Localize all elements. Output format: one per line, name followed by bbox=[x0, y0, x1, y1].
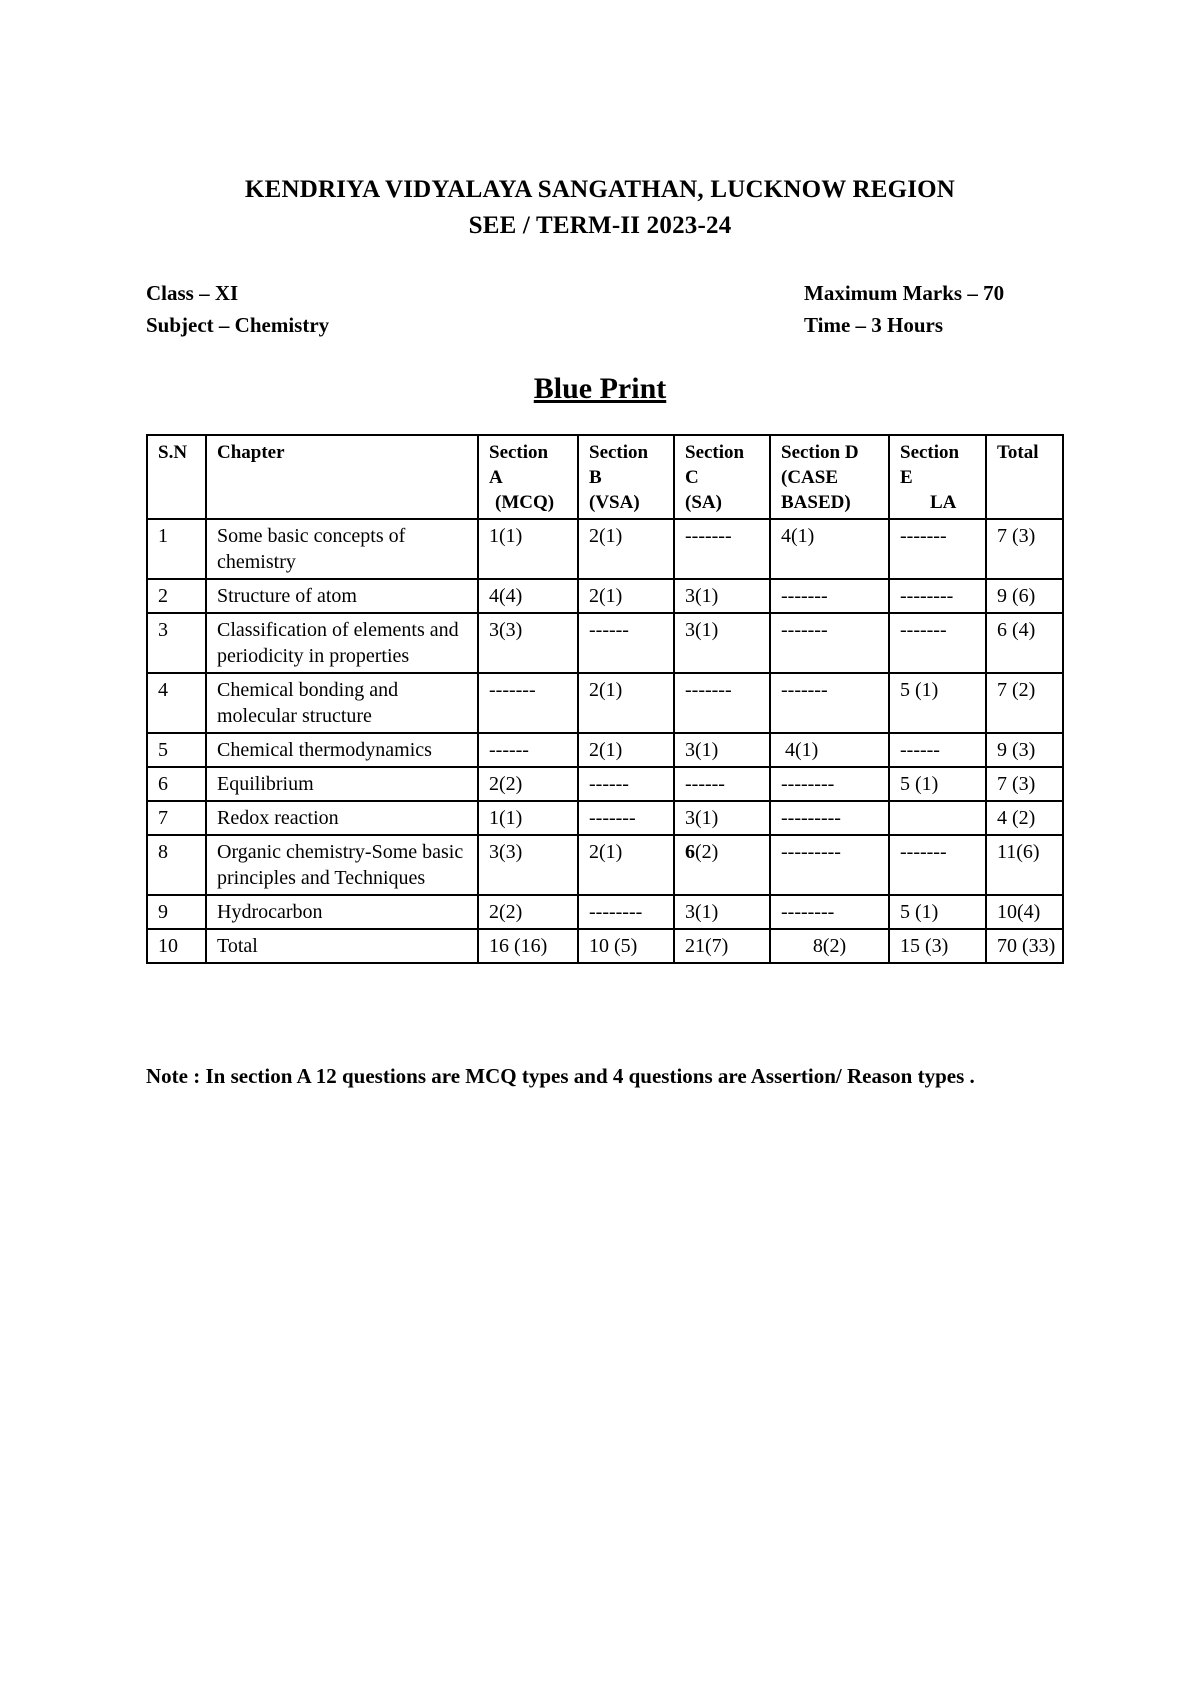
cell-section-d: --------- bbox=[770, 835, 889, 895]
cell-section-a: 3(3) bbox=[478, 613, 578, 673]
table-row bbox=[147, 895, 1063, 929]
cell-section-c bbox=[674, 835, 770, 895]
cell-section-d: --------- bbox=[770, 801, 889, 835]
cell-section-c: ------- bbox=[674, 519, 770, 579]
class-label: Class – XI bbox=[146, 281, 239, 305]
cell-chapter: Structure of atom bbox=[206, 579, 478, 613]
cell-section-b: 2(1) bbox=[578, 519, 674, 579]
header-section-e bbox=[889, 435, 986, 519]
header-text: Section bbox=[489, 442, 549, 463]
cell-total: 7 (3) bbox=[986, 519, 1063, 579]
cell-chapter: Redox reaction bbox=[206, 801, 478, 835]
cell-total: 7 (3) bbox=[986, 767, 1063, 801]
cell-sn: 5 bbox=[147, 733, 206, 767]
blue-print-table bbox=[146, 434, 1064, 964]
cell-section-b: -------- bbox=[578, 895, 674, 929]
cell-sn: 7 bbox=[147, 801, 206, 835]
cell-section-b: 2(1) bbox=[578, 835, 674, 895]
header-section-a bbox=[478, 435, 578, 519]
header-section-b bbox=[578, 435, 674, 519]
header-text: (SA) bbox=[685, 492, 722, 513]
cell-chapter: Chemical thermodynamics bbox=[206, 733, 478, 767]
cell-section-b: 2(1) bbox=[578, 579, 674, 613]
cell-section-e: -------- bbox=[889, 579, 986, 613]
table-row bbox=[147, 733, 1063, 767]
cell-chapter: Chemical bonding and molecular structure bbox=[206, 673, 478, 733]
cell-section-e: 15 (3) bbox=[889, 929, 986, 963]
table-row bbox=[147, 801, 1063, 835]
cell-section-e: 5 (1) bbox=[889, 767, 986, 801]
cell-total: 9 (3) bbox=[986, 733, 1063, 767]
cell-section-d: -------- bbox=[770, 767, 889, 801]
cell-section-d: 4(1) bbox=[770, 519, 889, 579]
table-row bbox=[147, 519, 1063, 579]
cell-section-b: ------- bbox=[578, 801, 674, 835]
cell-section-a: 4(4) bbox=[478, 579, 578, 613]
header-text: LA bbox=[930, 492, 957, 513]
cell-total: 11(6) bbox=[986, 835, 1063, 895]
cell-sn: 6 bbox=[147, 767, 206, 801]
cell-section-a: 16 (16) bbox=[478, 929, 578, 963]
cell-section-a: ------- bbox=[478, 673, 578, 733]
cell-chapter: Equilibrium bbox=[206, 767, 478, 801]
cell-total: 4 (2) bbox=[986, 801, 1063, 835]
time-label: Time – 3 Hours bbox=[804, 313, 944, 337]
cell-total: 7 (2) bbox=[986, 673, 1063, 733]
note-text: Note : In section A 12 questions are MCQ types and 4 questions are Assertion/ Reason types . bbox=[146, 1064, 975, 1088]
table-row bbox=[147, 613, 1063, 673]
cell-section-a: 2(2) bbox=[478, 895, 578, 929]
cell-section-c: 21(7) bbox=[674, 929, 770, 963]
table-row bbox=[147, 673, 1063, 733]
cell-section-b: 2(1) bbox=[578, 733, 674, 767]
cell-section-d: ------- bbox=[770, 673, 889, 733]
cell-section-c: 3(1) bbox=[674, 613, 770, 673]
cell-section-b: ------ bbox=[578, 613, 674, 673]
cell-chapter: Organic chemistry-Some basic principles and Techniques bbox=[206, 835, 478, 895]
cell-section-c: ------ bbox=[674, 767, 770, 801]
header-text: BASED) bbox=[781, 492, 851, 513]
cell-section-e: ------- bbox=[889, 613, 986, 673]
cell-sn: 2 bbox=[147, 579, 206, 613]
cell-sn: 10 bbox=[147, 929, 206, 963]
table-header-row bbox=[147, 435, 1063, 519]
header-text: C bbox=[685, 467, 699, 488]
cell-chapter: Some basic concepts of chemistry bbox=[206, 519, 478, 579]
cell-section-a: ------ bbox=[478, 733, 578, 767]
cell-section-e: ------- bbox=[889, 519, 986, 579]
header-sn: S.N bbox=[147, 435, 206, 519]
header-section-d bbox=[770, 435, 889, 519]
cell-total: 9 (6) bbox=[986, 579, 1063, 613]
cell-section-e: ------ bbox=[889, 733, 986, 767]
cell-total: 70 (33) bbox=[986, 929, 1063, 963]
cell-section-c: 3(1) bbox=[674, 895, 770, 929]
cell-section-d: -------- bbox=[770, 895, 889, 929]
cell-total: 10(4) bbox=[986, 895, 1063, 929]
cell-section-b: 10 (5) bbox=[578, 929, 674, 963]
table-total-row bbox=[147, 929, 1063, 963]
header-text: A bbox=[489, 467, 503, 488]
cell-section-c: 3(1) bbox=[674, 733, 770, 767]
header-text: (CASE bbox=[781, 467, 839, 488]
cell-section-a: 1(1) bbox=[478, 519, 578, 579]
cell-chapter: Hydrocarbon bbox=[206, 895, 478, 929]
cell-section-d: ------- bbox=[770, 579, 889, 613]
cell-section-d: 4(1) bbox=[770, 733, 889, 767]
cell-bold-part: 6 bbox=[685, 841, 695, 863]
header-total: Total bbox=[986, 435, 1063, 519]
exam-title: SEE / TERM-II 2023-24 bbox=[468, 212, 732, 239]
header-text: B bbox=[589, 467, 602, 488]
cell-section-d: ------- bbox=[770, 613, 889, 673]
cell-section-e bbox=[889, 801, 986, 835]
cell-sn: 9 bbox=[147, 895, 206, 929]
cell-chapter: Total bbox=[206, 929, 478, 963]
header-text: E bbox=[900, 467, 913, 488]
table-row bbox=[147, 767, 1063, 801]
header-text: Section D bbox=[781, 442, 859, 463]
cell-section-e: 5 (1) bbox=[889, 895, 986, 929]
cell-section-a: 1(1) bbox=[478, 801, 578, 835]
blue-print-heading: Blue Print bbox=[533, 372, 667, 405]
header-text: Section bbox=[589, 442, 649, 463]
cell-section-b: ------ bbox=[578, 767, 674, 801]
cell-sn: 4 bbox=[147, 673, 206, 733]
cell-sn: 1 bbox=[147, 519, 206, 579]
cell-sn: 3 bbox=[147, 613, 206, 673]
organization-title: KENDRIYA VIDYALAYA SANGATHAN, LUCKNOW REGION bbox=[244, 176, 956, 203]
table-row bbox=[147, 835, 1063, 895]
cell-section-a: 2(2) bbox=[478, 767, 578, 801]
header-chapter: Chapter bbox=[206, 435, 478, 519]
cell-section-b: 2(1) bbox=[578, 673, 674, 733]
cell-total: 6 (4) bbox=[986, 613, 1063, 673]
table-row bbox=[147, 579, 1063, 613]
cell-section-c: ------- bbox=[674, 673, 770, 733]
cell-section-c: 3(1) bbox=[674, 579, 770, 613]
cell-sn: 8 bbox=[147, 835, 206, 895]
subject-label: Subject – Chemistry bbox=[146, 313, 330, 337]
cell-section-a: 3(3) bbox=[478, 835, 578, 895]
header-text: (MCQ) bbox=[495, 492, 555, 513]
cell-section-c: 3(1) bbox=[674, 801, 770, 835]
cell-section-d: 8(2) bbox=[770, 929, 889, 963]
cell-section-e: 5 (1) bbox=[889, 673, 986, 733]
cell-chapter: Classification of elements and periodicity in properties bbox=[206, 613, 478, 673]
max-marks-label: Maximum Marks – 70 bbox=[804, 281, 1005, 305]
header-text: Section bbox=[900, 442, 960, 463]
cell-rest-part: (2) bbox=[695, 841, 719, 863]
header-text: Section bbox=[685, 442, 745, 463]
header-section-c bbox=[674, 435, 770, 519]
header-text: (VSA) bbox=[589, 492, 640, 513]
cell-section-e: ------- bbox=[889, 835, 986, 895]
